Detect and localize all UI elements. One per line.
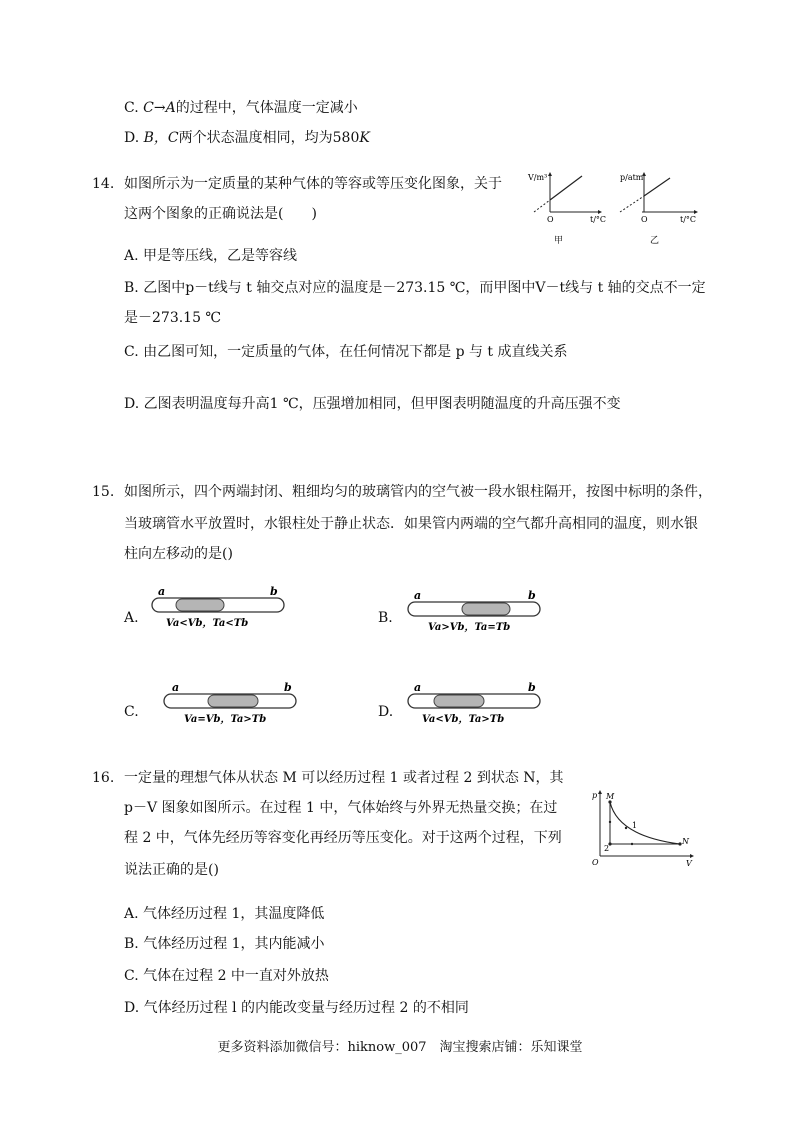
q14-option-b-cont: 是－273.15 ℃ bbox=[124, 310, 222, 326]
q14-figure bbox=[520, 170, 700, 250]
figure-jia bbox=[527, 172, 606, 246]
q16-stem-line3: 程 2 中，气体先经历等容变化再经历等压变化。对于这两个过程，下列 bbox=[124, 830, 562, 846]
yi-origin: O bbox=[641, 215, 648, 224]
q14-option-b: B. 乙图中p－t线与 t 轴交点对应的温度是－273.15 ℃，而甲图中V－t线与 t 轴的交点不一定 bbox=[124, 280, 706, 296]
figure-yi bbox=[620, 172, 698, 246]
jia-origin: O bbox=[547, 215, 554, 224]
tube-d-end-b: b bbox=[528, 681, 536, 694]
q16-option-b: B. 气体经历过程 1，其内能减小 bbox=[124, 936, 325, 952]
q16-option-a: A. 气体经历过程 1，其温度降低 bbox=[124, 906, 325, 922]
q13-option-d: D. B，C两个状态温度相同，均为580K bbox=[124, 130, 370, 146]
pv-v-label: V bbox=[686, 859, 692, 868]
q14-option-d: D. 乙图表明温度每升高1 ℃，压强增加相同，但甲图表明随温度的升高压强不变 bbox=[124, 396, 621, 412]
q15-tube-c bbox=[160, 680, 300, 730]
q16-stem-line2: p－V 图象如图所示。在过程 1 中，气体始终与外界无热量交换；在过 bbox=[124, 800, 558, 816]
tube-c-condition: Va=Vb，Ta>Tb bbox=[184, 714, 267, 725]
q14-stem-line2: 这两个图象的正确说法是( ) bbox=[124, 206, 317, 222]
pv-p-label: p bbox=[592, 791, 598, 800]
q15-stem-line3: 柱向左移动的是() bbox=[124, 546, 233, 562]
q15-stem-line2: 当玻璃管水平放置时，水银柱处于静止状态．如果管内两端的空气都升高相同的温度，则水银 bbox=[124, 516, 698, 532]
tube-c-end-a: a bbox=[172, 681, 180, 694]
q16-stem-line4: 说法正确的是() bbox=[124, 862, 219, 878]
q14-stem-line1: 如图所示为一定质量的某种气体的等容或等压变化图象，关于 bbox=[124, 176, 502, 192]
pv-o-label: O bbox=[592, 858, 599, 867]
q16-option-c: C. 气体在过程 2 中一直对外放热 bbox=[124, 968, 329, 984]
tube-c-end-b: b bbox=[284, 681, 292, 694]
tube-a-end-a: a bbox=[158, 585, 166, 598]
tube-a-condition: Va<Vb，Ta<Tb bbox=[166, 618, 249, 629]
q14-number: 14. bbox=[92, 176, 115, 192]
tube-b-end-b: b bbox=[528, 589, 536, 602]
pv-2-label: 2 bbox=[604, 844, 610, 853]
q16-pv-figure bbox=[588, 790, 698, 870]
tube-a-end-b: b bbox=[270, 585, 278, 598]
page-footer: 更多资料添加微信号：hiknow_007 淘宝搜索店铺：乐知课堂 bbox=[217, 1040, 583, 1055]
q14-option-c: C. 由乙图可知，一定质量的气体，在任何情况下都是 p 与 t 成直线关系 bbox=[124, 344, 568, 360]
q15-option-d-letter: D. bbox=[378, 704, 394, 720]
q15-stem-line1: 如图所示，四个两端封闭、粗细均匀的玻璃管内的空气被一段水银柱隔开，按图中标明的条件， bbox=[124, 484, 712, 500]
q15-option-c-letter: C. bbox=[124, 704, 139, 720]
yi-ylabel: p/atm bbox=[620, 173, 644, 182]
q15-tube-d bbox=[404, 680, 544, 730]
jia-xlabel: t/°C bbox=[590, 215, 607, 224]
yi-xlabel: t/°C bbox=[680, 215, 697, 224]
tube-d-end-a: a bbox=[414, 681, 422, 694]
q16-option-d: D. 气体经历过程 l 的内能改变量与经历过程 2 的不相同 bbox=[124, 1000, 469, 1016]
q15-tube-a bbox=[148, 584, 288, 634]
yi-caption: 乙 bbox=[650, 236, 660, 246]
q16-stem-line1: 一定量的理想气体从状态 M 可以经历过程 1 或者过程 2 到状态 N，其 bbox=[124, 770, 564, 786]
jia-caption: 甲 bbox=[554, 236, 564, 246]
tube-b-end-a: a bbox=[414, 589, 422, 602]
pv-n-label: N bbox=[682, 837, 689, 846]
q14-option-a: A. 甲是等压线，乙是等容线 bbox=[124, 248, 298, 264]
tube-d-condition: Va<Vb，Ta>Tb bbox=[422, 714, 505, 725]
q15-tube-b bbox=[404, 588, 544, 638]
pv-1-label: 1 bbox=[632, 821, 638, 830]
q15-option-a-letter: A. bbox=[124, 610, 139, 626]
jia-ylabel: V/m³ bbox=[528, 173, 548, 182]
q16-number: 16. bbox=[92, 770, 115, 786]
tube-b-condition: Va>Vb，Ta=Tb bbox=[428, 622, 511, 633]
pv-m-label: M bbox=[606, 792, 615, 801]
q13-option-c: C. C→A的过程中，气体温度一定减小 bbox=[124, 100, 358, 116]
q15-option-b-letter: B. bbox=[378, 610, 393, 626]
q15-number: 15. bbox=[92, 484, 115, 500]
